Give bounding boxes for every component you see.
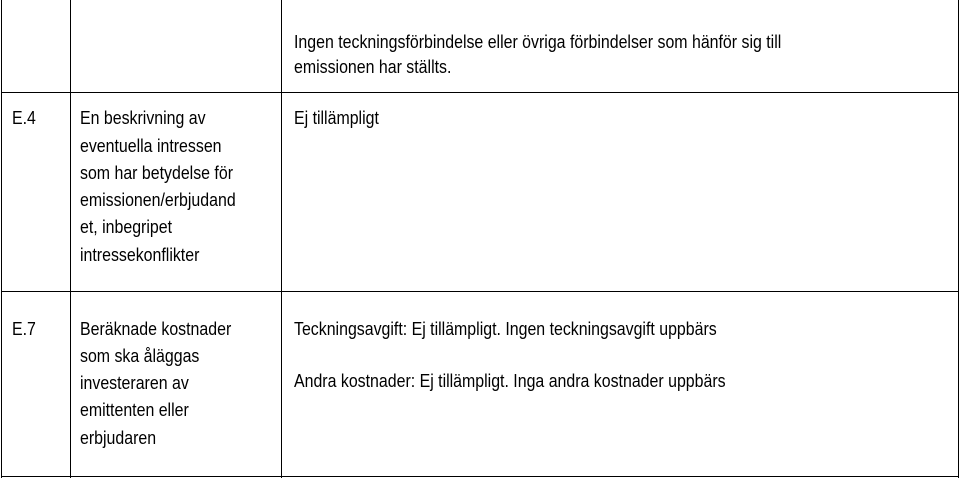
row-label-line: eventuella intressen xyxy=(80,135,222,156)
row-id: E.7 xyxy=(12,318,36,339)
row-label-line: investeraren av xyxy=(80,372,189,393)
content-line: emissionen har ställts. xyxy=(294,56,452,77)
row-divider-2 xyxy=(1,291,959,292)
content-line: Andra kostnader: Ej tillämpligt. Inga andra kostnader uppbärs xyxy=(294,370,726,391)
table-border-right xyxy=(958,0,959,478)
row-id: E.4 xyxy=(12,107,36,128)
row-label-line: emittenten eller xyxy=(80,399,189,420)
row-label-line: intressekonflikter xyxy=(80,244,200,265)
row-label-line: et, inbegripet xyxy=(80,216,172,237)
content-line: Ingen teckningsförbindelse eller övriga förbindelser som hänför sig till xyxy=(294,31,782,52)
table-border-left xyxy=(1,0,2,478)
row-label-line: erbjudaren xyxy=(80,427,157,448)
row-label-line: En beskrivning av xyxy=(80,107,206,128)
table-border-bottom xyxy=(1,476,959,477)
row-label-line: Beräknade kostnader xyxy=(80,318,232,339)
content-line: Ej tillämpligt xyxy=(294,107,379,128)
row-divider-1 xyxy=(1,92,959,93)
content-line: Teckningsavgift: Ej tillämpligt. Ingen teckningsavgift uppbärs xyxy=(294,318,717,339)
row-label-line: som har betydelse för xyxy=(80,162,233,183)
column-divider-1 xyxy=(70,0,71,478)
column-divider-2 xyxy=(281,0,282,478)
row-label-line: emissionen/erbjudand xyxy=(80,189,236,210)
row-label-line: som ska åläggas xyxy=(80,345,200,366)
